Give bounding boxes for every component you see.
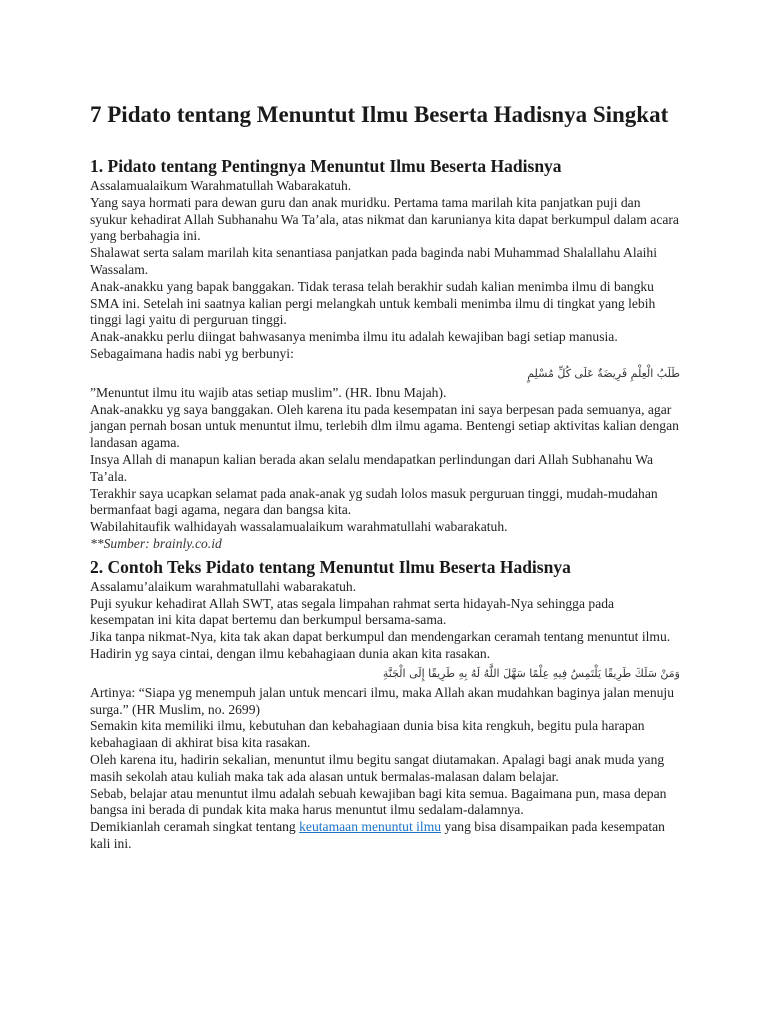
section-1-paragraph: ”Menuntut ilmu itu wajib atas setiap muslim”. (HR. Ibnu Majah). (90, 384, 447, 400)
section-2-paragraph: Artinya: “Siapa yg menempuh jalan untuk mencari ilmu, maka Allah akan mudahkan baginya jalan menuju surga.” (HR Muslim, no. 2699) (90, 684, 674, 717)
section-2-paragraph: Hadirin yg saya cintai, dengan ilmu kebahagiaan dunia akan kita rasakan. (90, 645, 491, 661)
keutamaan-menuntut-ilmu-link[interactable]: keutamaan menuntut ilmu (299, 819, 442, 835)
section-1-paragraph: Anak-anakku yg saya banggakan. Oleh karena itu pada kesempatan ini saya berpesan pada semuanya, agar jangan pernah bosan untuk menuntut ilmu, terlebih dlm ilmu agama. Bentengi setiap aktivitas kalian dengan landasan agama. (90, 401, 679, 451)
section-1-paragraph: Anak-anakku yang bapak banggakan. Tidak terasa telah berakhir sudah kalian menimba ilmu di bangku SMA ini. Setelah ini saatnya kalian pergi melangkah untuk kembali menimba ilmu di tingkat yang lebih tinggi lagi yaitu di perguruan tinggi. (90, 278, 656, 328)
hadith-arabic-text: طَلَبُ الْعِلْمِ فَرِيضَةٌ عَلَى كُلِّ مُسْلِمٍ (527, 366, 680, 380)
document-page (90, 96, 680, 853)
section-1-paragraph: Assalamualaikum Warahmatullah Wabarakatuh. (90, 178, 352, 193)
section-2-closing-paragraph (90, 819, 680, 853)
section-2-paragraph: Semakin kita memiliki ilmu, kebutuhan dan kebahagiaan dunia bisa kita rengkuh, begitu pula harapan kebahagiaan di akhirat bisa kita rasakan. (90, 718, 645, 751)
closing-text-after: yang bisa disampaikan pada kesempatan kali ini. (90, 819, 665, 851)
hadith-arabic-text: وَمَنْ سَلَكَ طَرِيقًا يَلْتَمِسُ فِيهِ عِلْمًا سَهَّلَ اللَّهُ لَهُ بِهِ طَرِيقًا إِلَى الْجَنَّةِ (382, 666, 680, 680)
section-1-paragraph: Anak-anakku perlu diingat bahwasanya menimba ilmu itu adalah kewajiban bagi setiap manusia. Sebagaimana hadis nabi yg berbunyi: (90, 329, 618, 361)
section-1-heading: 1. Pidato tentang Pentingnya Menuntut Ilmu Beserta Hadisnya (90, 156, 562, 176)
section-2-paragraph: Sebab, belajar atau menuntut ilmu adalah sebuah kewajiban bagi kita semua. Bagaimana pun, masa depan bangsa ini berada di pundak kita maka harus menuntut ilmu sedalam-dalamnya. (90, 785, 667, 818)
section-1-paragraph: Terakhir saya ucapkan selamat pada anak-anak yg sudah lolos masuk perguruan tinggi, mudah-mudahan bermanfaat bagi agama, negara dan bangsa kita. (90, 485, 658, 518)
section-2-heading: 2. Contoh Teks Pidato tentang Menuntut Ilmu Beserta Hadisnya (90, 556, 571, 577)
source-credit: **Sumber: brainly.co.id (90, 535, 222, 551)
section-1-paragraph: Yang saya hormati para dewan guru dan anak muridku. Pertama tama marilah kita panjatkan puji dan syukur kehadirat Allah Subhanahu Wa Ta’ala, atas nikmat dan karunianya kita dapat berkumpul dalam acara yang berbahagia ini. (90, 194, 679, 244)
closing-text-before: Demikianlah ceramah singkat tentang (90, 819, 300, 835)
section-2-paragraph: Puji syukur kehadirat Allah SWT, atas segala limpahan rahmat serta hidayah-Nya sehingga pada kesempatan ini kita dapat bertemu dan berkumpul bersama-sama. (90, 595, 615, 628)
section-2-paragraph: Oleh karena itu, hadirin sekalian, menuntut ilmu begitu sangat diutamakan. Apalagi bagi anak muda yang masih sekolah atau kuliah maka tak ada alasan untuk bermalas-malasan dalam belajar. (90, 751, 665, 784)
section-2-paragraph: Assalamu’alaikum warahmatullahi wabarakatuh. (90, 578, 357, 594)
section-1-paragraph: Shalawat serta salam marilah kita senantiasa panjatkan pada baginda nabi Muhammad Shalallahu Alaihi Wassalam. (90, 245, 657, 277)
section-1-paragraph: Insya Allah di manapun kalian berada akan selalu mendapatkan perlindungan dari Allah Subhanahu Wa Ta’ala. (90, 451, 653, 484)
section-2-paragraph: Jika tanpa nikmat-Nya, kita tak akan dapat berkumpul dan mendengarkan ceramah tentang menuntut ilmu. (90, 629, 671, 645)
document-title: 7 Pidato tentang Menuntut Ilmu Beserta Hadisnya Singkat (90, 102, 669, 127)
section-1-paragraph: Wabilahitaufik walhidayah wassalamualaikum warahmatullahi wabarakatuh. (90, 519, 508, 535)
